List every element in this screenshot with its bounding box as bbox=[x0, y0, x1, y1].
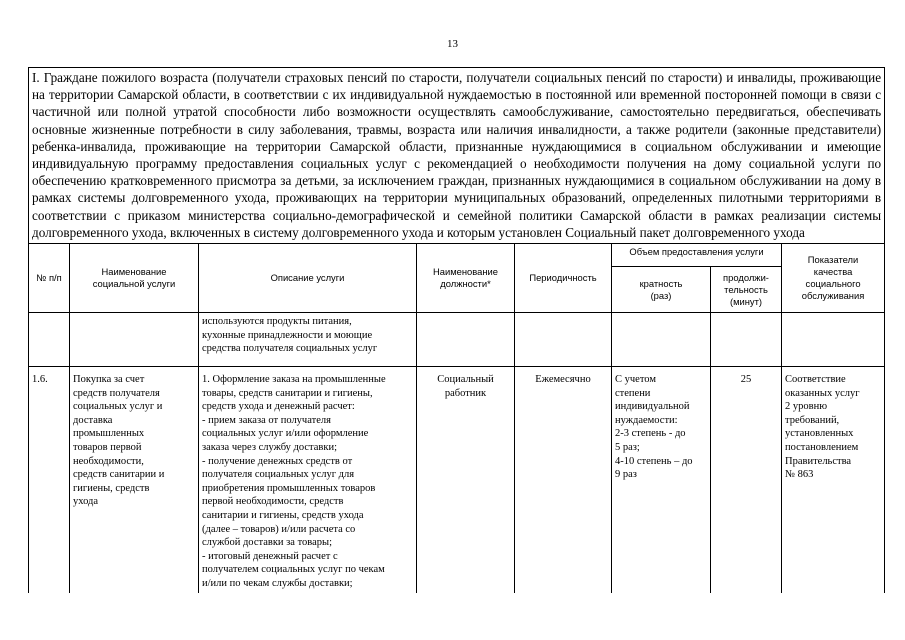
cont-frequency-cell bbox=[612, 313, 711, 367]
cont-position-cell bbox=[417, 313, 515, 367]
service-description-line: получателя социальных услуг для bbox=[202, 469, 355, 481]
header-number: № п/п bbox=[29, 244, 70, 313]
cont-description-line: средства получателя социальных услуг bbox=[202, 343, 378, 355]
service-quality-line: постановлением bbox=[785, 442, 859, 453]
header-periodicity: Периодичность bbox=[515, 244, 612, 313]
continuation-row bbox=[29, 313, 885, 367]
header-frequency-line: (раз) bbox=[650, 289, 672, 301]
service-description-line: социальных услуг и/или оформление bbox=[202, 428, 369, 440]
cont-duration-cell bbox=[711, 313, 782, 367]
service-name-line: гигиены, средств bbox=[73, 482, 150, 494]
section-row bbox=[29, 68, 885, 244]
service-quality-line: Правительства bbox=[785, 455, 852, 467]
cont-number-cell bbox=[29, 313, 70, 367]
service-description-line: санитарии и гигиены, средств ухода bbox=[202, 509, 364, 521]
service-description-line: средств ухода и денежный расчет: bbox=[202, 401, 355, 413]
service-description-line: - итоговый денежный расчет с bbox=[202, 550, 338, 562]
service-name-line: средств получателя bbox=[73, 387, 160, 399]
cont-description-line: используются продукты питания, bbox=[202, 316, 352, 328]
service-quality-line: оказанных услуг bbox=[785, 387, 860, 399]
service-description-line: (далее – товаров) и/или расчета со bbox=[202, 523, 356, 535]
service-description-cell bbox=[199, 367, 417, 593]
service-quality-line: установленных bbox=[785, 428, 854, 440]
service-position-line: работник bbox=[444, 387, 487, 399]
header-quality-line: обслуживания bbox=[801, 290, 865, 302]
header-duration-line: (минут) bbox=[729, 295, 763, 307]
service-quality-line: Соответствие bbox=[785, 374, 846, 386]
service-quality-line: 2 уровню bbox=[785, 401, 828, 413]
header-quality bbox=[782, 244, 885, 313]
header-duration-line: продолжи- bbox=[723, 271, 769, 283]
service-quality-cell bbox=[782, 367, 885, 593]
service-periodicity: Ежемесячно bbox=[515, 367, 612, 593]
service-duration: 25 bbox=[711, 367, 782, 593]
cont-periodicity-cell bbox=[515, 313, 612, 367]
service-name-cell bbox=[70, 367, 199, 593]
header-frequency bbox=[612, 267, 711, 313]
cont-name-cell bbox=[70, 313, 199, 367]
header-volume: Объем предоставления услуги bbox=[612, 244, 782, 267]
service-name-line: социальных услуг и bbox=[73, 401, 163, 413]
service-description-line: службой доставки за товары; bbox=[202, 537, 332, 549]
header-service-name-line: социальной услуги bbox=[92, 278, 176, 290]
service-name-line: промышленных bbox=[73, 428, 145, 440]
service-description-line: 1. Оформление заказа на промышленные bbox=[202, 374, 386, 386]
service-position-line: Социальный bbox=[437, 374, 494, 386]
service-quality-line: требований, bbox=[785, 414, 840, 426]
header-position-line: должности* bbox=[440, 278, 491, 290]
service-name-line: ухода bbox=[73, 496, 99, 508]
cont-quality-cell bbox=[782, 313, 885, 367]
header-frequency-line: кратность bbox=[639, 277, 683, 289]
header-description: Описание услуги bbox=[199, 244, 417, 313]
cont-description-line: кухонные принадлежности и моющие bbox=[202, 329, 373, 341]
page-number: 13 bbox=[447, 38, 458, 50]
service-frequency-line: 2-3 степень - до bbox=[615, 428, 686, 440]
header-quality-line: Показатели bbox=[807, 254, 859, 266]
header-position bbox=[417, 244, 515, 313]
service-frequency-line: 9 раз bbox=[615, 469, 637, 481]
service-frequency-line: С учетом bbox=[615, 374, 656, 386]
service-description-line: приобретения промышленных товаров bbox=[202, 482, 376, 494]
service-frequency-line: 4-10 степень – до bbox=[615, 455, 693, 467]
service-quality-line: № 863 bbox=[785, 469, 814, 481]
service-name-line: доставка bbox=[73, 414, 113, 426]
service-frequency-line: индивидуальной bbox=[615, 401, 690, 413]
service-description-line: заказа через службу доставки; bbox=[202, 442, 338, 453]
service-frequency-line: нуждаемости: bbox=[615, 414, 678, 426]
service-description-line: первой необходимости, средств bbox=[202, 496, 344, 508]
service-name-line: товаров первой bbox=[73, 442, 142, 453]
header-service-name bbox=[70, 244, 199, 313]
header-service-name-line: Наименование bbox=[101, 266, 167, 278]
service-description-line: получателем социальных услуг по чекам bbox=[202, 564, 385, 576]
service-description-line: - получение денежных средств от bbox=[202, 455, 353, 467]
service-name-line: средств санитарии и bbox=[73, 469, 165, 481]
header-duration-line: тельность bbox=[724, 283, 768, 295]
header-position-line: Наименование bbox=[433, 266, 498, 278]
service-number: 1.6. bbox=[29, 367, 70, 593]
service-frequency-line: 5 раз; bbox=[615, 442, 640, 453]
service-description-line: товары, средств санитарии и гигиены, bbox=[202, 387, 373, 399]
service-description-line: и/или по чекам службы доставки; bbox=[202, 577, 353, 589]
service-name-line: Покупка за счет bbox=[73, 374, 145, 386]
section-heading: I. Граждане пожилого возраста (получатели страховых пенсий по старости, получатели социальных пенсий по старости) и инвалиды, проживающие на территории Самарской области, в соответствии с их индивидуальной нуждаемостью в постоянной или временной посторонней помощи в связи с частичной или полной утратой способности либо возможности осуществлять самообслуживание, самостоятельно передвигаться, обеспечивать основные жизненные потребности в силу заболевания, травмы, возраста или наличия инвалидности, а также родители (законные представители) ребенка-инвалида, проживающие на территории Самарской области, признанные нуждающимися в социальном обслуживании и имеющие индивидуальную программу предоставления социальных услуг с рекомендацией о необходимости получения на дому социальной услуги по обеспечению кратковременного присмотра за детьми, за исключением граждан, признанных нуждающимися в социальном обслуживании на дому в рамках системы долговременного ухода, проживающих на территории муниципальных образований, определенных пилотными территориями в соответствии с приказом министерства социально-демографической и семейной политики Самарской области в рамках реализации системы долговременного ухода, включенных в систему долговременного ухода и которым установлен Социальный пакет долговременного ухода bbox=[29, 68, 885, 244]
header-quality-line: социального bbox=[805, 278, 861, 290]
header-quality-line: качества bbox=[813, 266, 853, 278]
header-row-1 bbox=[29, 244, 885, 267]
service-frequency-cell bbox=[612, 367, 711, 593]
service-position-cell bbox=[417, 367, 515, 593]
service-name-line: необходимости, bbox=[73, 455, 144, 467]
cont-description-cell bbox=[199, 313, 417, 367]
service-row bbox=[29, 367, 885, 593]
service-description-line: - прием заказа от получателя bbox=[202, 414, 331, 426]
services-table bbox=[28, 67, 885, 593]
header-duration bbox=[711, 267, 782, 313]
service-frequency-line: степени bbox=[615, 387, 651, 399]
